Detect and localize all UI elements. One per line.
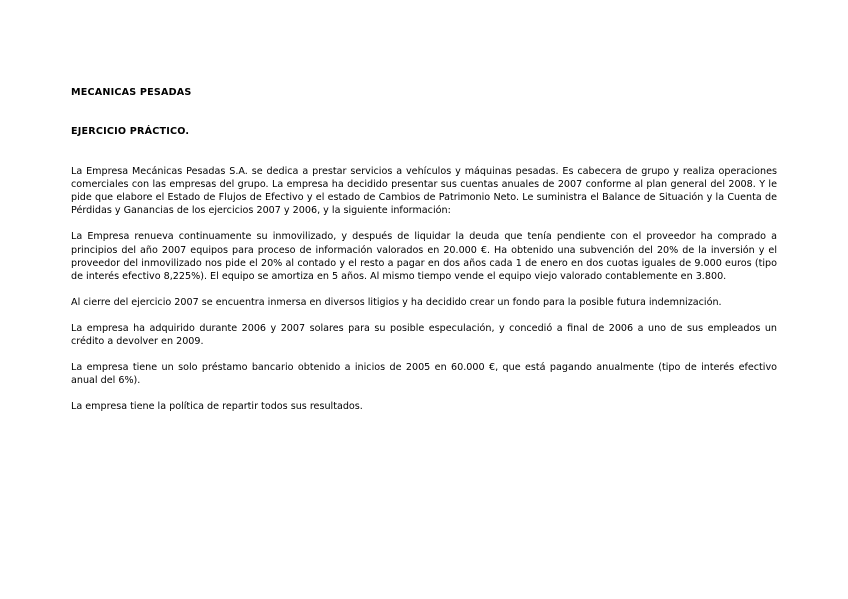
- document-body: [71, 86, 777, 413]
- paragraph-company-description: La Empresa Mecánicas Pesadas S.A. se dedica a prestar servicios a vehículos y máquinas pesadas. Es cabecera de grupo y realiza operaciones comerciales con las empresas del grupo. La empresa ha decidido presentar sus cuentas anuales de 2007 conforme al plan general del 2008. Y le pide que elabore el Estado de Flujos de Efectivo y el estado de Cambios de Patrimonio Neto. Le suministra el Balance de Situación y la Cuenta de Pérdidas y Ganancias de los ejercicios 2007 y 2006, y la siguiente información:: [71, 165, 777, 217]
- paragraph-land-and-loan: La empresa ha adquirido durante 2006 y 2007 solares para su posible especulación, y concedió a final de 2006 a uno de sus empleados un crédito a devolver en 2009.: [71, 322, 777, 348]
- paragraph-dividend-policy: La empresa tiene la política de repartir todos sus resultados.: [71, 400, 363, 412]
- paragraph-bank-loan: La empresa tiene un solo préstamo bancario obtenido a inicios de 2005 en 60.000 €, que está pagando anualmente (tipo de interés efectivo anual del 6%).: [71, 361, 777, 387]
- document-subtitle: EJERCICIO PRÁCTICO.: [71, 126, 190, 138]
- paragraph-litigation: Al cierre del ejercicio 2007 se encuentra inmersa en diversos litigios y ha decidido crear un fondo para la posible futura indemnización.: [71, 296, 722, 308]
- paragraph-fixed-assets: La Empresa renueva continuamente su inmovilizado, y después de liquidar la deuda que tenía pendiente con el proveedor ha comprado a principios del año 2007 equipos para proceso de información valorados en 20.000 €. Ha obtenido una subvención del 20% de la inversión y el proveedor del inmovilizado nos pide el 20% al contado y el resto a pagar en dos años cada 1 de enero en dos cuotas iguales de 9.000 euros (tipo de interés efectivo 8,225%). El equipo se amortiza en 5 años. Al mismo tiempo vende el equipo viejo valorado contablemente en 3.800.: [71, 231, 777, 283]
- document-title: MECANICAS PESADAS: [71, 87, 192, 98]
